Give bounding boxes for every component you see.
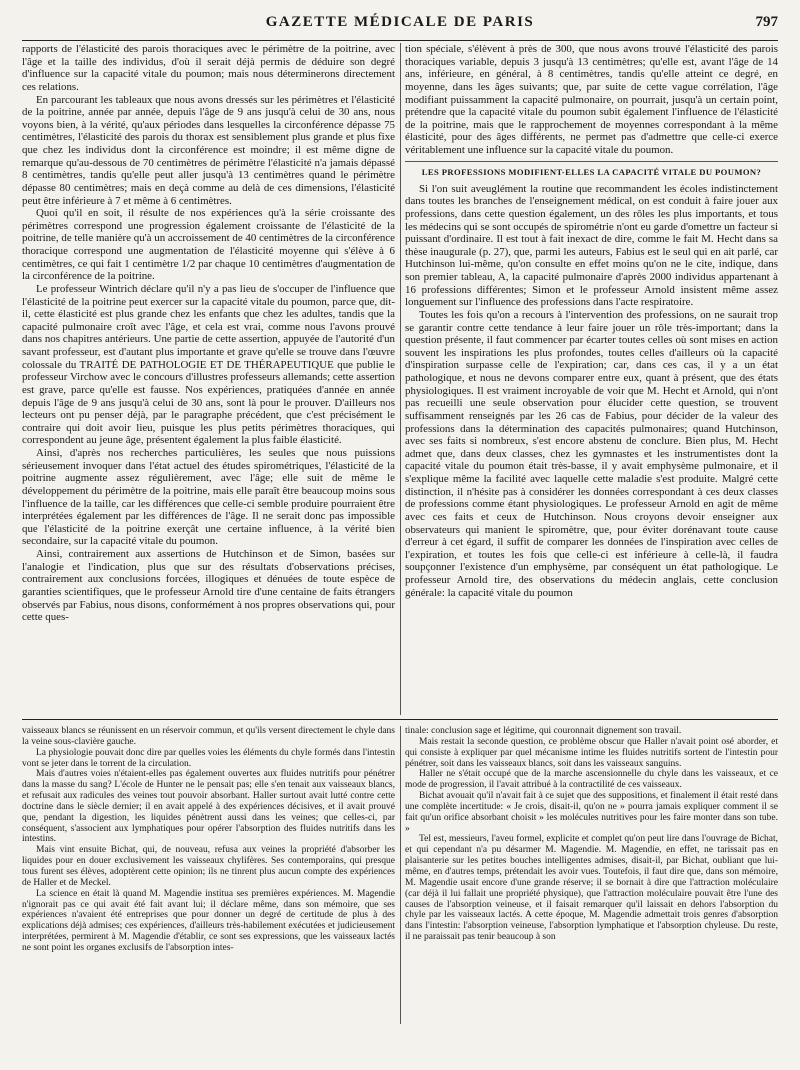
lower-right-column (405, 726, 778, 1024)
page-header (22, 14, 778, 40)
right-column (405, 43, 778, 715)
section-heading: LES PROFESSIONS MODIFIENT-ELLES LA CAPACITÉ VITALE DU POUMON? (405, 161, 778, 178)
paragraph: La science en était là quand M. Magendie institua ses premières expériences. M. Magendie n'ignorait pas ce qui avait été fait avant lui; il déclare même, dans son mémoire, que ses expériences n'avaient été entreprises que pour donner un degré de certitude de plus à des explications déjà admises; ces expériences, d'ailleurs très-habilement exécutées et judicieusement interprétées, permirent à M. Magendie d'établir, ce sont ses expressions, que les vaisseaux lactés ne sont point les organes exclusifs de l'absorption intes- (22, 888, 395, 953)
paragraph: vaisseaux blancs se réunissent en un réservoir commun, et qu'ils versent directement le chyle dans la veine sous-clavière gauche. (22, 726, 395, 747)
section-separator (22, 719, 778, 720)
page-number: 797 (755, 14, 778, 30)
journal-title: GAZETTE MÉDICALE DE PARIS (265, 14, 535, 30)
paragraph: tion spéciale, s'élèvent à près de 300, que nous avons trouvé l'élasticité des parois thoraciques variable, depuis 3 jusqu'à 13 centimètres; qu'elle est, avant l'âge de 14 ans, inférieure, en général, à 8 centimètres, tandis qu'elle atteint ce degré, en moyenne, dans les âges suivants; que, par suite de cette vague corrélation, l'âge modifiant puissamment la capacité pulmonaire, on pourrait, jusqu'à un certain point, prétendre que la capacité vitale du poumon subit également l'influence de l'élasticité de la poitrine, mais que le rapprochement de moyennes correspondant à la même élasticité, pour des âges différents, ne permet pas d'admettre que celle-ci exerce véritablement une influence sur la capacité vitale du poumon. (405, 43, 778, 156)
feuilleton-columns (22, 726, 778, 1024)
paragraph: La physiologie pouvait donc dire par quelles voies les éléments du chyle formés dans l'intestin vont se jeter dans le torrent de la circulation. (22, 747, 395, 769)
paragraph: Quoi qu'il en soit, il résulte de nos expériences qu'à la série croissante des périmètres correspond une progression également croissante de l'élasticité de la poitrine, de telle manière qu'à un accroissement de 40 centimètres de la circonférence thoracique correspond une augmentation de l'élasticité moyenne qui s'élève à 6 centimètres, ce qui fait 1 centimètre 1/2 par chaque 10 centimètres d'augmentation de la circonférence de la poitrine. (22, 207, 395, 283)
header-rule (22, 40, 778, 41)
newspaper-page (0, 14, 800, 1070)
article-columns (22, 43, 778, 715)
paragraph: rapports de l'élasticité des parois thoraciques avec le périmètre de la poitrine, avec l'âge et la taille des individus, d'où il serait déjà permis de déduire son degré d'influence sur la capacité vitale du poumon; mais nous déterminerons directement ces relations. (22, 43, 395, 93)
paragraph: Mais vint ensuite Bichat, qui, de nouveau, refusa aux veines la propriété d'absorber les liquides pour en douer exclusivement les vaisseaux chylifères. Ses contemporains, qui presque tous furent ses élèves, adoptèrent cette opinion; ils ne tinrent plus aucun compte des expériences de Haller et de Meckel. (22, 845, 395, 888)
paragraph: Mais d'autres voies n'étaient-elles pas également ouvertes aux fluides nutritifs pour pénétrer dans la masse du sang? L'école de Hunter ne le pensait pas; elle s'en tenait aux vaisseaux blancs, et refusait aux radicules des veines tout pouvoir absorbant. Haller surtout avait lutté contre cette doctrine dans le siècle dernier; il en avait appelé à des expériences décisives, et il avait prouvé que, pendant la digestion, les liquides pénètrent aussi dans les veines; que celles-ci, par conséquent, s'associent aux lymphatiques pour opérer l'absorption des fluides nutritifs dans les intestins. (22, 769, 395, 845)
paragraph: Ainsi, d'après nos recherches particulières, les seules que nous puissions sérieusement invoquer dans l'état actuel des études spirométriques, l'élasticité de la poitrine augmente assez régulièrement, avec l'âge; elle suit de même le développement du périmètre de la poitrine, mais elle paraît être beaucoup moins sous l'influence de la taille, car les différences que celle-ci semble produire pourraient être interprétées également par les différences de l'âge. Il ne serait donc pas impossible que l'élasticité de la poitrine exerçât une certaine influence, à la vérité bien secondaire, sur la capacité vitale du poumon. (22, 447, 395, 548)
paragraph: Bichat avouait qu'il n'avait fait à ce sujet que des suppositions, et finalement il était resté dans une complète incertitude: « Je crois, disait-il, qu'on ne » pourra jamais expliquer comment il se fait qu'un orifice absorbant choisit » les molécules nutritives pour les faire monter dans son tube. » (405, 791, 778, 834)
paragraph: Tel est, messieurs, l'aveu formel, explicite et complet qu'on peut lire dans l'ouvrage de Bichat, et qui cependant n'a pu désarmer M. Magendie. M. Magendie, en effet, ne tarissait pas en plaisanterie sur les petites bouches intelligentes admises, disait-il, par Bichat, oubliant que lui-même, en d'autres temps, prétendait les avoir vues. Toutefois, il faut dire que, dans son mémoire, M. Magendie usait encore d'une grande réserve; il se bornait à dire que l'attraction moléculaire (car déjà il lui fallait une propriété physique), que l'attraction moléculaire pouvait être l'une des causes de l'absorption veineuse, et il faisait remarquer qu'il laissait en dehors l'absorption du chyle par les vaisseaux lactés. A cette époque, M. Magendie admettait trois genres d'absorption dans l'intestin: l'absorption veineuse, l'absorption lymphatique et l'absorption chyleuse. Du reste, il ne paraissait pas tenir beaucoup à son (405, 834, 778, 943)
left-column (22, 43, 395, 715)
paragraph: tinale: conclusion sage et légitime, qui couronnait dignement son travail. (405, 726, 682, 736)
paragraph: En parcourant les tableaux que nous avons dressés sur les périmètres et l'élasticité de la poitrine, année par année, depuis l'âge de 9 ans jusqu'à celui de 30 ans, nous voyons bien, à la vérité, qu'aux périodes dans lesquelles la circonférence dépasse 75 centimètres, l'élasticité des parois du thorax est sensiblement plus grande et plus fixe que chez les individus dont la circonférence est moindre; il est même digne de remarque qu'au-dessous de 70 centimètres de périmètre l'élasticité n'a jamais dépassé 8 centimètres, tandis qu'elle peut aller jusqu'à 13 centimètres quand le périmètre dépasse 80 centimètres; mais en deçà comme au delà de ces dimensions, l'élasticité peut être inférieure à 7 et même à 6 centimètres. (22, 93, 395, 207)
paragraph: Ainsi, contrairement aux assertions de Hutchinson et de Simon, basées sur l'analogie et l'indication, plus que sur des résultats d'observations précises, contrairement aux conclusions forcées, illogiques et dénuées de toute espèce de garanties scientifiques, que le professeur Arnold tire d'une centaine de faits étrangers observés par Fabius, nous disons, conformément à nos propres observations qui, pour cette ques- (22, 548, 395, 624)
lower-left-column (22, 726, 395, 1024)
paragraph: Le professeur Wintrich déclare qu'il n'y a pas lieu de s'occuper de l'influence que l'élasticité de la poitrine peut exercer sur la capacité vitale du poumon, parce que, dit-il, cette élasticité est plus grande chez les enfants que chez les adultes, tandis que la capacité pulmonaire croît avec l'âge, et cela est vrai, comme nous l'avons prouvé dans nos chapitres antérieurs. Une partie de cette assertion, appuyée de l'autorité d'un savant professeur, est d'autant plus importante et grave qu'elle se trouve dans l'œuvre colossale du TRAITÉ DE PATHOLOGIE ET DE THÉRAPEUTIQUE que publie le professeur Virchow avec le concours d'illustres professeurs allemands; cette assertion est grave, parce qu'elle est fausse. Nos expériences, pratiquées d'année en année depuis l'âge de 9 ans jusqu'à celui de 30 ans, sont là pour le prouver. D'ailleurs nos lecteurs ont pu penser déjà, par le paragraphe précédent, que c'est précisément le contraire qui doit avoir lieu, puisque les plus petits périmètres thoraciques, qui correspondent au jeune âge, présentent également la plus faible élasticité. (22, 282, 395, 447)
paragraph: Mais restait la seconde question, ce problème obscur que Haller n'avait point osé aborder, et qui consiste à expliquer par quel mécanisme intime les fluides nutritifs sortent de l'intestin pour pénétrer, soit dans les vaisseaux blancs, soit dans les vaisseaux sanguins. (405, 736, 778, 769)
paragraph: Si l'on suit aveuglément la routine que recommandent les écoles indistinctement dans toutes les branches de l'enseignement médical, on est conduit à faire jouer aux professions, dans cette question également, un des rôles les plus importants, et tous les médecins qui se sont occupés de spirométrie n'ont eu garde d'omettre un facteur si puissant d'ordinaire. Il est tout à fait inexact de dire, comme le fait M. Hecht dans sa thèse inaugurale (p. 27), que, parmi les auteurs, Fabius est le seul qui en ait parlé, car Hutchinson lui-même, qu'on consulte en effet moins qu'on ne le cite, indique, dans son premier tableau, A, la capacité pulmonaire d'après 2000 individus appartenant à 16 professions différentes; Simon et le professeur Arnold insistent même assez longuement sur l'influence des professions dans l'acte respiratoire. (405, 182, 778, 309)
paragraph: Haller ne s'était occupé que de la marche ascensionnelle du chyle dans les vaisseaux, et ce mode de progression, il l'avait attribué à la contractilité de ces vaisseaux. (405, 769, 778, 791)
paragraph: Toutes les fois qu'on a recours à l'intervention des professions, on ne saurait trop se garantir contre cette tendance à leur faire jouer un rôle très-important; dans la question présente, il faut commencer par écarter toutes celles où sont mises en action souvent les inspirations les plus profondes, toutes celles d'ailleurs où la capacité d'inspiration surpasse celle de l'expiration; car, dans ces cas, il y a un état pathologique, et nous ne devons comparer entre eux, quant à présent, que des états physiologiques. Il est vraiment incroyable de voir que M. Hecht et Arnold, qui n'ont pas recueilli une seule observation pour élucider cette question, se trouvent suffisamment renseignés par les 26 cas de Fabius, pour décider de la valeur des professions dans la détermination des capacités pulmonaires; quand Hutchinson, avec ses faits si nombreux, s'est encore abstenu de conclure. Bien plus, M. Hecht admet que, dans deux classes, chez les gymnastes et les instrumentistes dont la capacité vitale du poumon était très-basse, il y avait emphysème pulmonaire, et il s'explique même la facilité avec laquelle cette maladie s'est produite. Malgré cette distinction, il n'hésite pas à considérer les données correspondant à ces deux classes de professions comme étant physiologiques. Le professeur Arnold en agit de même avec ces faits et ceux de Hutchinson. Nous croyons devoir enseigner aux observateurs qui manient le spiromètre, que, pour éviter dorénavant toute cause d'erreur à cet égard, il suffit de comparer les données de l'inspiration avec celles de l'expiration, et toutes les fois que celle-ci est inférieure à celle-là, il faudra soupçonner l'existence d'un emphysème, par conséquent un état pathologique. Le professeur Arnold tire, des observations du médecin anglais, cette conclusion générale: la capacité vitale du poumon (405, 308, 778, 599)
